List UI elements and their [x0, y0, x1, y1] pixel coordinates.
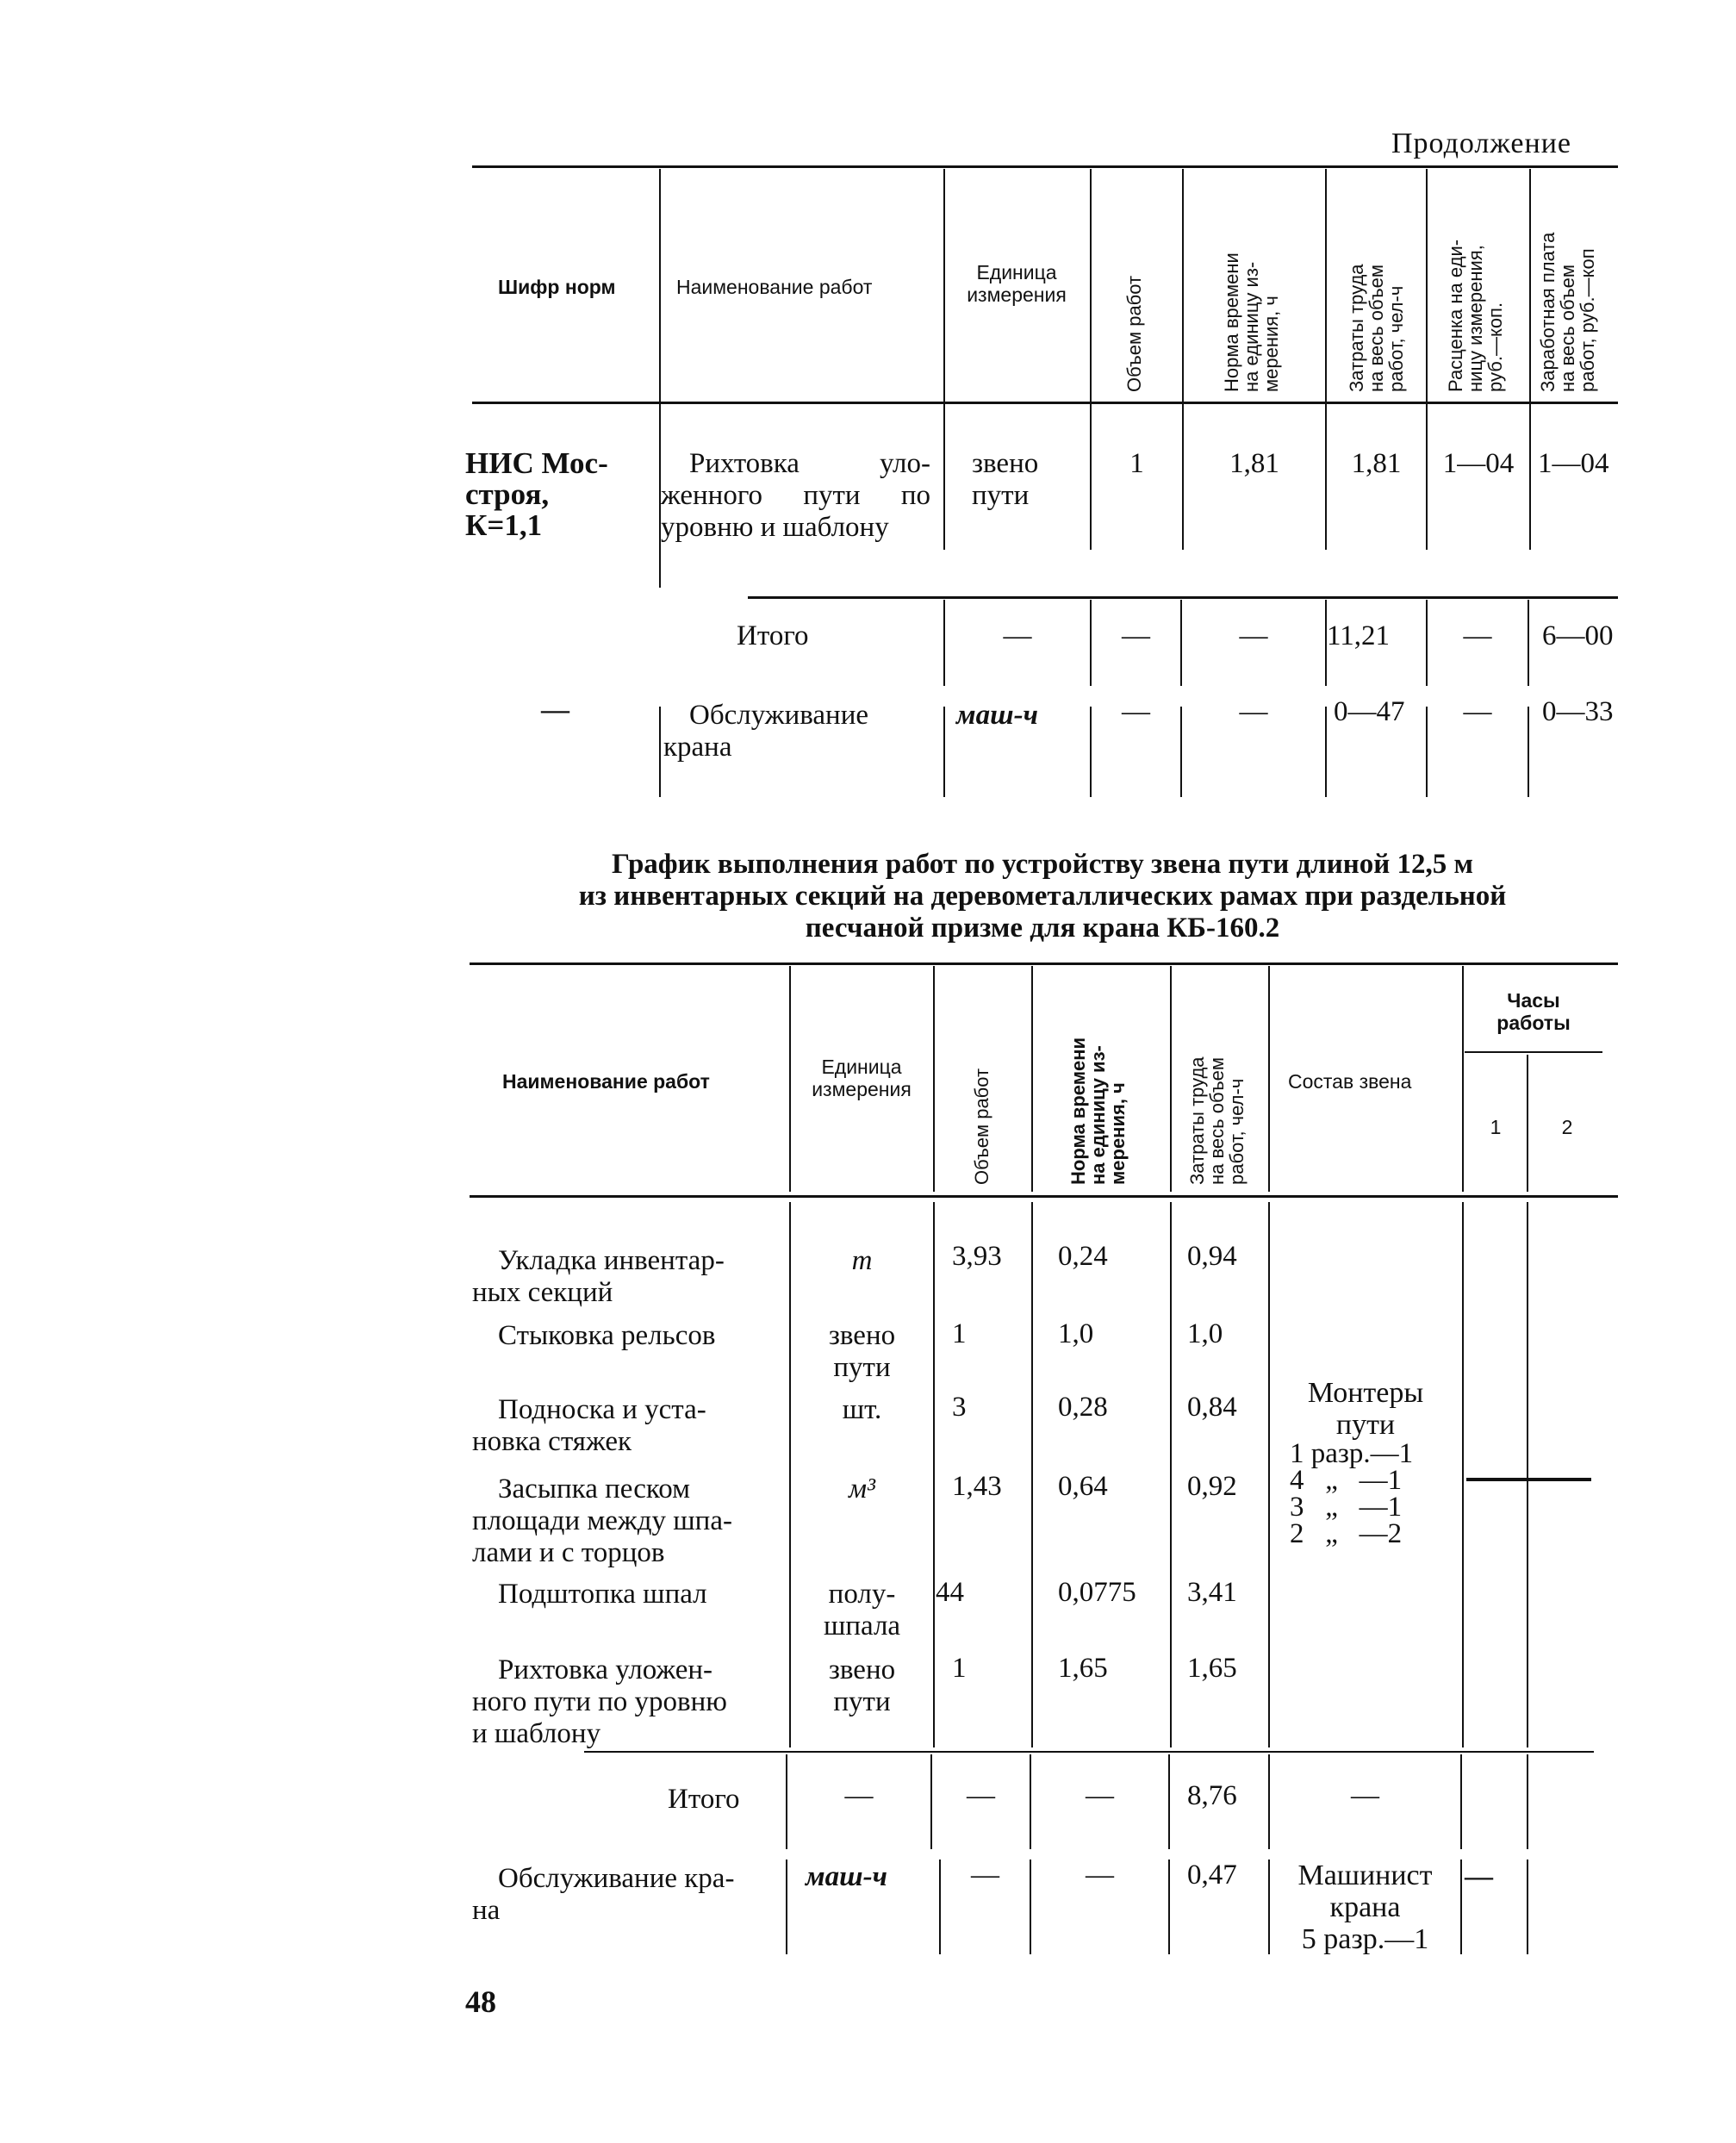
t1-row-code: НИС Мос- строя, К=1,1 — [465, 446, 608, 542]
t1-header-code: Шифр норм — [498, 276, 616, 298]
t1-header-unit: Единица измерения — [967, 261, 1067, 306]
t1-header-rate: Расценка на еди- ницу измерения, руб.—коп. — [1445, 239, 1506, 392]
t1-total-wage: 6—00 — [1542, 620, 1614, 651]
table1-total-rule — [748, 596, 1618, 599]
t2-service-name: Обслуживание кра- на — [472, 1863, 735, 1926]
t2-vline — [1460, 1754, 1462, 1849]
t2-row-unit: полу- шпала — [823, 1579, 901, 1642]
t1-row-name-1: Рихтовка уло- — [689, 448, 930, 479]
t2-row-unit: звено пути — [828, 1320, 896, 1383]
t1-service-volume: — — [1122, 696, 1150, 727]
t2-crew-line: 1 разр.—1 — [1290, 1438, 1414, 1469]
t1-vline — [1528, 707, 1529, 797]
t2-header-volume: Объем работ — [971, 1068, 992, 1185]
t2-vline — [1031, 966, 1033, 1192]
t1-row-name-3: уровню и шаблону — [661, 512, 889, 543]
t2-header-labor: Затраты труда на весь объем работ, чел-ч — [1186, 1056, 1248, 1185]
t2-row-volume: 3,93 — [952, 1241, 1002, 1272]
t1-total-volume: — — [1122, 620, 1150, 651]
t2-row-unit: звено пути — [828, 1654, 896, 1717]
t1-row-wage: 1—04 — [1538, 448, 1609, 479]
t2-vline — [933, 1202, 935, 1747]
t2-row-norm: 1,65 — [1058, 1653, 1108, 1684]
t1-total-rate: — — [1463, 620, 1492, 651]
t1-total-labor: 11,21 — [1327, 620, 1391, 651]
t2-header-norm: Норма времени на единицу из- мерения, ч — [1067, 1037, 1129, 1185]
t2-vline — [1462, 966, 1464, 1192]
t1-header-norm: Норма времени на единицу из- мерения, ч — [1221, 252, 1282, 392]
table2-header-rule — [470, 1195, 1618, 1198]
t2-row-norm: 0,24 — [1058, 1241, 1108, 1272]
t2-row-norm: 0,28 — [1058, 1392, 1108, 1423]
t2-row-name: Подштопка шпал — [498, 1579, 707, 1610]
t2-row-labor: 1,65 — [1187, 1653, 1237, 1684]
t1-service-unit: маш-ч — [956, 700, 1038, 731]
table2-top-rule — [470, 962, 1618, 965]
t2-header-hours: Часы работы — [1496, 989, 1571, 1034]
table2-total-rule — [584, 1751, 1594, 1753]
t2-row-unit: м³ — [849, 1473, 875, 1504]
t1-total-norm: — — [1239, 620, 1268, 651]
t1-row-labor: 1,81 — [1351, 448, 1402, 479]
t2-vline — [1031, 1202, 1033, 1747]
t2-header-crew: Состав звена — [1288, 1070, 1412, 1093]
t2-vline — [1527, 1202, 1528, 1747]
t1-header-name: Наименование работ — [676, 276, 873, 298]
t1-row-name-2: женного пути по — [661, 480, 930, 511]
t2-row-norm: 0,0775 — [1058, 1577, 1136, 1608]
t2-row-unit: т — [851, 1245, 873, 1276]
t1-vline — [1426, 169, 1428, 550]
t2-vline — [933, 966, 935, 1192]
t1-service-code: — — [541, 695, 569, 726]
t1-vline — [1090, 169, 1092, 550]
t2-vline — [1168, 1860, 1170, 1954]
t2-service-norm: — — [1086, 1860, 1114, 1891]
t2-row-name: Подноска и уста- новка стяжек — [472, 1394, 706, 1457]
table1-header-rule — [472, 402, 1618, 404]
t2-total-crew: — — [1351, 1780, 1379, 1811]
t2-row-norm: 1,0 — [1058, 1318, 1094, 1349]
title-line-1: График выполнения работ по устройству звена пути длиной 12,5 м — [612, 849, 1473, 880]
t2-vline — [1527, 1754, 1528, 1849]
t2-vline — [1268, 1202, 1270, 1747]
t2-row-labor: 0,92 — [1187, 1471, 1237, 1502]
t1-header-wage: Заработная плата на весь объем работ, руб.—коп — [1537, 232, 1598, 392]
t2-row-labor: 3,41 — [1187, 1577, 1237, 1608]
t2-row-volume: 3 — [952, 1392, 967, 1423]
t2-service-hours: — — [1465, 1861, 1493, 1892]
t2-vline — [1527, 1860, 1528, 1954]
t2-row-labor: 1,0 — [1187, 1318, 1223, 1349]
t2-vline — [1268, 966, 1270, 1192]
t1-header-volume: Объем работ — [1123, 275, 1145, 392]
t2-total-norm: — — [1086, 1780, 1114, 1811]
t2-vline — [1460, 1860, 1462, 1954]
t1-service-rate: — — [1463, 696, 1492, 727]
t1-total-label: Итого — [737, 620, 809, 651]
t2-service-crew: Машинист крана 5 разр.—1 — [1297, 1860, 1433, 1955]
t2-service-labor: 0,47 — [1187, 1860, 1237, 1891]
t1-row-rate: 1—04 — [1442, 448, 1515, 479]
t1-vline — [1182, 169, 1184, 550]
t2-header-unit: Единица измерения — [812, 1056, 912, 1100]
t2-row-labor: 0,84 — [1187, 1392, 1237, 1423]
table2-schedule-bar — [1466, 1478, 1591, 1481]
t1-vline — [1325, 169, 1327, 550]
t2-row-norm: 0,64 — [1058, 1471, 1108, 1502]
t2-total-labor: 8,76 — [1187, 1780, 1237, 1811]
t2-row-name: Рихтовка уложен- ного пути по уровню и шаблону — [472, 1654, 727, 1749]
t1-row-unit: звено пути — [972, 448, 1039, 511]
t2-crew-list — [1290, 1438, 1414, 1549]
t2-row-labor: 0,94 — [1187, 1241, 1237, 1272]
t2-total-label: Итого — [668, 1784, 740, 1815]
title-line-3: песчаной призме для крана КБ-160.2 — [805, 913, 1280, 944]
t2-vline — [1168, 1754, 1170, 1849]
t2-crew-line: 4 „ —1 — [1290, 1465, 1403, 1496]
t2-crew-line: 2 „ —2 — [1290, 1518, 1403, 1549]
t1-vline — [659, 707, 661, 797]
t2-header-hour-2: 2 — [1561, 1116, 1573, 1138]
t2-vline — [789, 966, 791, 1192]
t1-vline — [1325, 707, 1327, 797]
t1-header-labor: Затраты труда на весь объем работ, чел-ч — [1346, 264, 1407, 392]
t2-row-volume: 1,43 — [952, 1471, 1002, 1502]
t1-service-wage: 0—33 — [1542, 696, 1614, 727]
t2-row-volume: 1 — [952, 1318, 967, 1349]
t1-service-name: Обслуживание крана — [663, 700, 869, 763]
t2-row-volume: 44 — [936, 1577, 964, 1608]
continuation-label: Продолжение — [1391, 128, 1572, 159]
t1-row-norm: 1,81 — [1229, 448, 1279, 479]
t2-vline — [1462, 1202, 1464, 1747]
t2-row-name: Укладка инвентар- ных секций — [472, 1245, 725, 1308]
t1-service-norm: — — [1239, 696, 1268, 727]
t2-header-name: Наименование работ — [502, 1070, 710, 1093]
t2-row-unit: шт. — [842, 1394, 882, 1425]
t2-total-unit: — — [844, 1780, 874, 1811]
t2-service-unit: маш-ч — [806, 1861, 887, 1892]
t1-row-volume: 1 — [1129, 448, 1144, 479]
t2-crew-line: 3 „ —1 — [1290, 1492, 1403, 1523]
t1-service-labor: 0—47 — [1334, 696, 1405, 727]
t2-header-hour-1: 1 — [1490, 1116, 1502, 1138]
t1-vline — [943, 169, 945, 550]
table2-hours-rule — [1465, 1051, 1602, 1053]
t1-vline — [943, 707, 945, 797]
t2-service-volume: — — [971, 1860, 999, 1891]
t2-vline — [1170, 966, 1172, 1192]
t2-total-volume: — — [967, 1780, 995, 1811]
t1-vline — [1529, 169, 1531, 550]
t2-crew-title: Монтеры пути — [1307, 1377, 1424, 1441]
t2-vline — [1170, 1202, 1172, 1747]
title-line-2: из инвентарных секций на деревометаллических рамах при раздельной — [578, 881, 1507, 912]
page-number: 48 — [465, 1984, 496, 2019]
t2-row-volume: 1 — [952, 1653, 967, 1684]
t2-row-name: Засыпка песком площади между шпа- лами и с торцов — [472, 1473, 732, 1568]
t1-vline — [1528, 600, 1529, 686]
t2-row-name: Стыковка рельсов — [498, 1320, 716, 1351]
t1-total-unit: — — [1003, 620, 1032, 651]
